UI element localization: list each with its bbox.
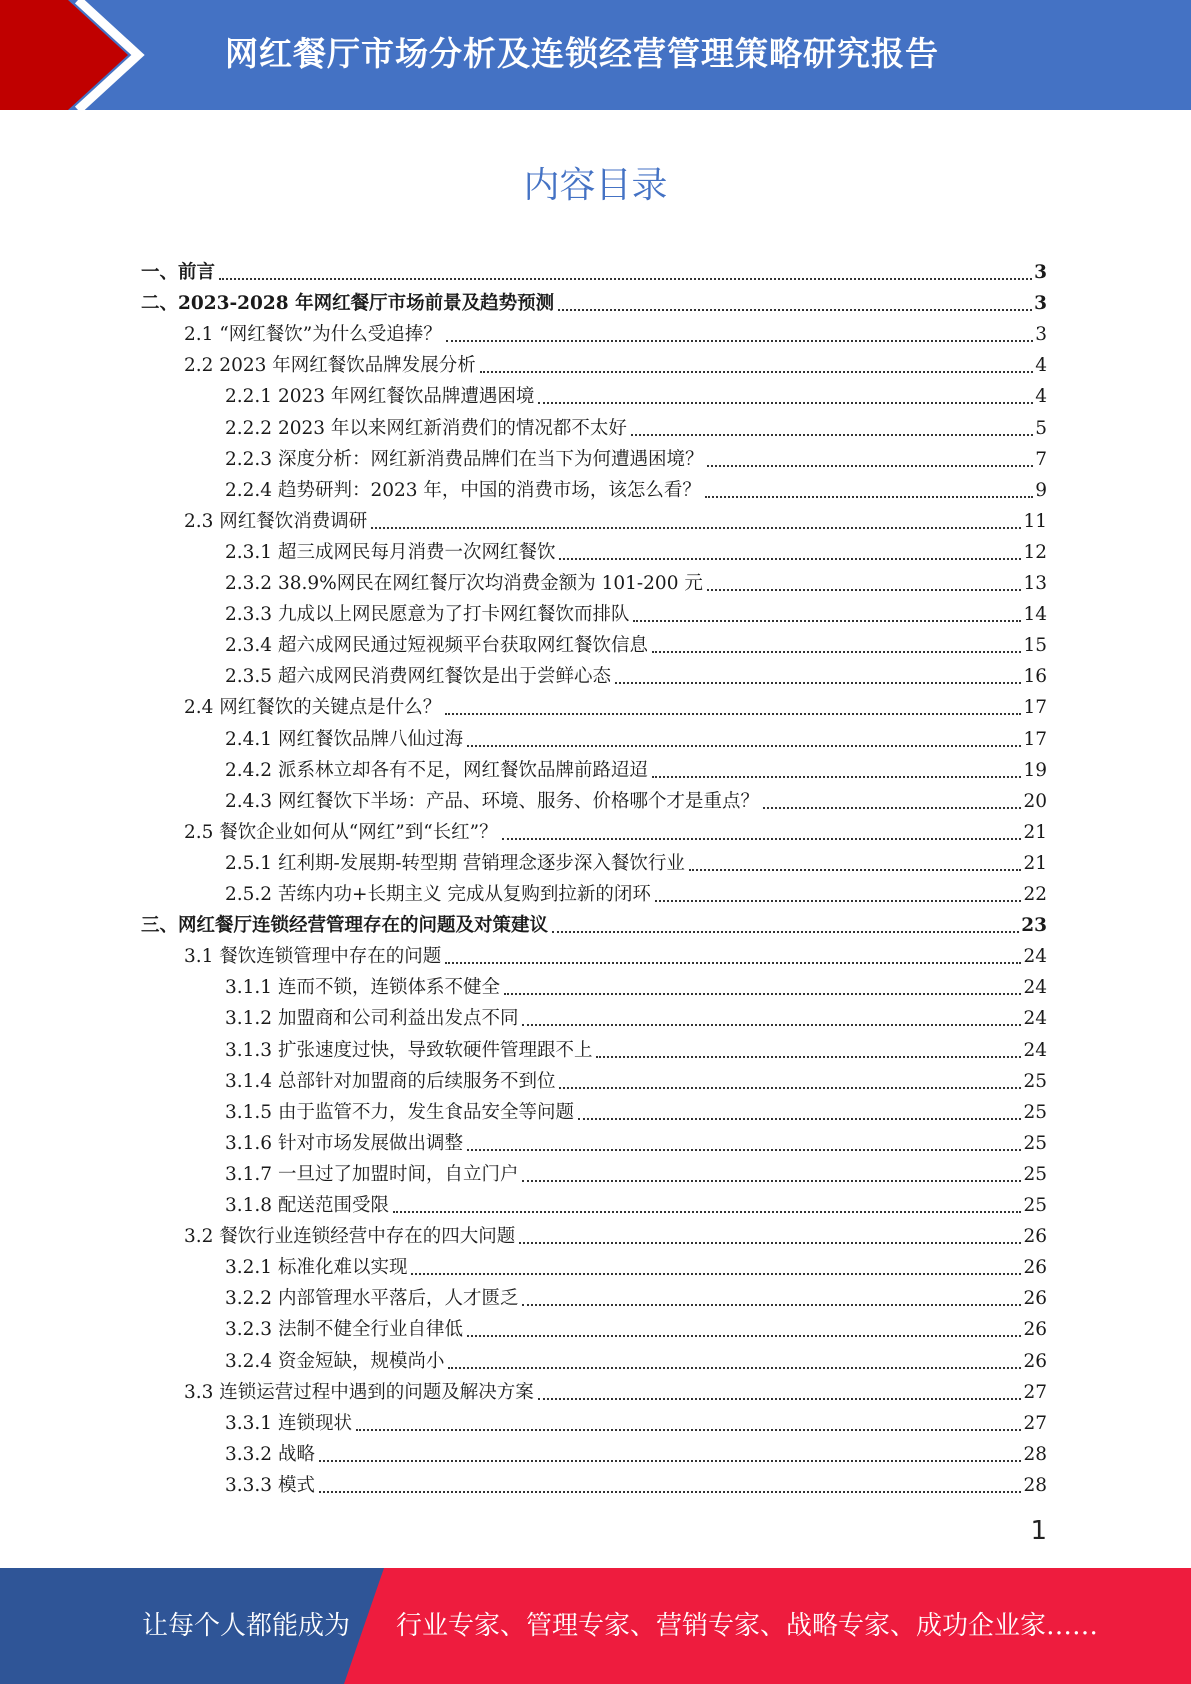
- toc-leader-dots: [448, 1366, 1021, 1369]
- toc-leader-dots: [763, 806, 1021, 809]
- toc-entry-label: 3.2.1 标准化难以实现: [225, 1257, 408, 1279]
- toc-leader-dots: [356, 1428, 1022, 1431]
- toc-entry-label: 3.2.2 内部管理水平落后，人才匮乏: [225, 1288, 519, 1310]
- toc-entry[interactable]: [225, 876, 1047, 907]
- toc-entry-label: 3.1.3 扩张速度过快，导致软硬件管理跟不上: [225, 1039, 593, 1061]
- toc-entry-label: 3.1.4 总部针对加盟商的后续服务不到位: [225, 1070, 556, 1092]
- toc-entry-page: 25: [1023, 1163, 1047, 1185]
- toc-leader-dots: [631, 433, 1033, 436]
- toc-entry[interactable]: [225, 1187, 1047, 1218]
- toc-entry-page: 25: [1023, 1195, 1047, 1216]
- toc-entry[interactable]: [141, 907, 1047, 938]
- toc-entry[interactable]: [184, 938, 1047, 969]
- toc-entry-label: 3.2 餐饮行业连锁经营中存在的四大问题: [184, 1226, 516, 1248]
- toc-entry[interactable]: [184, 1374, 1047, 1405]
- toc-entry[interactable]: [184, 689, 1047, 720]
- toc-entry-page: 5: [1035, 417, 1047, 439]
- toc-entry[interactable]: [184, 347, 1047, 378]
- toc-entry-page: 22: [1023, 884, 1047, 905]
- toc-entry-label: 3.1 餐饮连锁管理中存在的问题: [184, 946, 442, 968]
- toc-entry-page: 21: [1023, 821, 1047, 843]
- toc-entry-label: 2.4.1 网红餐饮品牌八仙过海: [225, 728, 463, 750]
- toc-entry-label: 2.1 “网红餐饮”为什么受追捧？: [184, 324, 442, 346]
- toc-entry-page: 13: [1023, 573, 1047, 594]
- toc-entry-page: 25: [1023, 1101, 1047, 1123]
- header-band: [0, 0, 1191, 110]
- toc-entry[interactable]: [225, 1249, 1047, 1280]
- toc-leader-dots: [522, 1303, 1021, 1306]
- toc-entry[interactable]: [225, 752, 1047, 783]
- toc-entry-page: 28: [1023, 1443, 1047, 1465]
- toc-leader-dots: [467, 1148, 1021, 1151]
- report-title: 网红餐厅市场分析及连锁经营管理策略研究报告: [225, 34, 939, 73]
- toc-entry[interactable]: [225, 1094, 1047, 1125]
- toc-leader-dots: [467, 744, 1021, 747]
- toc-leader-dots: [705, 495, 1033, 498]
- toc-entry-page: 17: [1023, 728, 1047, 750]
- toc-entry-label: 3.3.1 连锁现状: [225, 1412, 352, 1434]
- toc-entry-page: 27: [1023, 1381, 1047, 1403]
- toc-entry-label: 2.2.4 趋势研判：2023 年，中国的消费市场，该怎么看？: [225, 479, 701, 501]
- toc-leader-dots: [446, 339, 1034, 342]
- toc-entry-page: 23: [1021, 915, 1047, 937]
- toc-leader-dots: [707, 588, 1022, 591]
- toc-entry[interactable]: [225, 969, 1047, 1000]
- toc-entry-page: 24: [1023, 1008, 1047, 1030]
- toc-entry-label: 2.2 2023 年网红餐饮品牌发展分析: [184, 355, 476, 377]
- toc-leader-dots: [445, 961, 1021, 964]
- toc-leader-dots: [519, 1241, 1021, 1244]
- toc-leader-dots: [522, 1023, 1021, 1026]
- toc-entry[interactable]: [225, 627, 1047, 658]
- toc-entry-page: 24: [1023, 1039, 1047, 1061]
- footer-roles: 行业专家、管理专家、营销专家、战略专家、成功企业家……: [396, 1611, 1099, 1641]
- toc-leader-dots: [558, 308, 1032, 311]
- toc-entry-page: 20: [1023, 790, 1047, 812]
- toc-entry-page: 3: [1035, 324, 1047, 346]
- toc-entry-page: 24: [1023, 946, 1047, 968]
- toc-entry[interactable]: [225, 441, 1047, 472]
- toc-entry[interactable]: [225, 845, 1047, 876]
- toc-entry[interactable]: [225, 1063, 1047, 1094]
- toc-entry-page: 25: [1023, 1070, 1047, 1092]
- toc-leader-dots: [538, 1397, 1022, 1400]
- toc-entry[interactable]: [225, 721, 1047, 752]
- toc-entry-label: 2.3.1 超三成网民每月消费一次网红餐饮: [225, 541, 556, 563]
- toc-entry-label: 二、2023-2028 年网红餐厅市场前景及趋势预测: [141, 293, 555, 315]
- toc-entry-page: 4: [1035, 386, 1047, 408]
- toc-entry-page: 15: [1023, 635, 1047, 657]
- toc-entry[interactable]: [141, 254, 1047, 285]
- toc-entry[interactable]: [225, 1405, 1047, 1436]
- toc-entry[interactable]: [225, 565, 1047, 596]
- toc-entry-label: 3.2.4 资金短缺，规模尚小: [225, 1350, 445, 1372]
- toc-entry-label: 一、前言: [141, 262, 216, 283]
- toc-entry[interactable]: [225, 1032, 1047, 1063]
- toc-entry-page: 7: [1035, 448, 1047, 470]
- header-arrow-decoration: [0, 0, 150, 110]
- toc-leader-dots: [393, 1210, 1021, 1213]
- toc-entry[interactable]: [184, 316, 1047, 347]
- toc-entry-label: 2.4.2 派系林立却各有不足，网红餐饮品牌前路迢迢: [225, 759, 648, 781]
- toc-entry[interactable]: [225, 596, 1047, 627]
- toc-entry-page: 16: [1023, 666, 1047, 688]
- toc-entry[interactable]: [225, 534, 1047, 565]
- toc-leader-dots: [652, 650, 1021, 653]
- toc-entry[interactable]: [225, 1000, 1047, 1031]
- toc-entry-page: 21: [1023, 852, 1047, 874]
- toc-entry-page: 24: [1023, 977, 1047, 999]
- toc-entry-page: 14: [1023, 604, 1047, 626]
- toc-entry-label: 3.1.1 连而不锁，连锁体系不健全: [225, 977, 500, 999]
- toc-title: 内容目录: [523, 165, 668, 206]
- toc-entry[interactable]: [225, 378, 1047, 409]
- toc-entry-page: 4: [1035, 355, 1047, 377]
- toc-leader-dots: [559, 557, 1021, 560]
- toc-leader-dots: [655, 899, 1022, 902]
- footer-slogan: 让每个人都能成为: [142, 1611, 351, 1641]
- toc-entry-page: 11: [1023, 510, 1047, 532]
- toc-entry-label: 2.3.5 超六成网民消费网红餐饮是出于尝鲜心态: [225, 666, 611, 688]
- toc-entry-label: 2.4.3 网红餐饮下半场：产品、环境、服务、价格哪个才是重点？: [225, 790, 759, 812]
- toc-entry-label: 2.2.3 深度分析：网红新消费品牌们在当下为何遭遇困境？: [225, 448, 704, 470]
- toc-entry-label: 2.3 网红餐饮消费调研: [184, 510, 368, 532]
- toc-leader-dots: [689, 868, 1022, 871]
- toc-entry-label: 2.4 网红餐饮的关键点是什么？: [184, 697, 442, 719]
- toc-leader-dots: [411, 1272, 1021, 1275]
- toc-entry-page: 19: [1023, 759, 1047, 781]
- toc-entry[interactable]: [225, 1467, 1047, 1498]
- toc-entry-page: 17: [1023, 697, 1047, 719]
- toc-entry-label: 3.3.2 战略: [225, 1443, 315, 1465]
- toc-entry-label: 2.2.2 2023 年以来网红新消费们的情况都不太好: [225, 417, 627, 439]
- toc-leader-dots: [615, 681, 1021, 684]
- toc-entry-label: 3.3.3 模式: [225, 1474, 315, 1496]
- toc-entry-page: 27: [1023, 1412, 1047, 1434]
- page-number: 1: [1030, 1516, 1047, 1546]
- toc-entry-label: 3.1.8 配送范围受限: [225, 1195, 389, 1216]
- toc-entry-page: 3: [1034, 262, 1047, 283]
- toc-entry-label: 3.2.3 法制不健全行业自律低: [225, 1319, 463, 1341]
- toc-leader-dots: [596, 1055, 1021, 1058]
- toc-leader-dots: [633, 619, 1021, 622]
- toc-entry[interactable]: [225, 1311, 1047, 1342]
- toc-entry[interactable]: [225, 1343, 1047, 1374]
- toc-leader-dots: [707, 464, 1033, 467]
- toc-entry-page: 26: [1023, 1226, 1047, 1248]
- toc-leader-dots: [504, 992, 1021, 995]
- toc-entry-label: 三、网红餐厅连锁经营管理存在的问题及对策建议: [141, 915, 549, 937]
- toc-entry-page: 25: [1023, 1132, 1047, 1154]
- toc-entry-page: 26: [1023, 1288, 1047, 1310]
- toc-entry[interactable]: [184, 1218, 1047, 1249]
- toc-entry-page: 26: [1023, 1319, 1047, 1341]
- toc-leader-dots: [559, 1086, 1021, 1089]
- toc-entry[interactable]: [225, 783, 1047, 814]
- toc-leader-dots: [578, 1117, 1021, 1120]
- toc-entry-page: 9: [1035, 479, 1047, 501]
- toc-leader-dots: [652, 775, 1021, 778]
- toc-entry[interactable]: [184, 814, 1047, 845]
- toc-leader-dots: [480, 370, 1033, 373]
- toc-entry-label: 2.5.1 红利期-发展期-转型期 营销理念逐步深入餐饮行业: [225, 852, 685, 874]
- toc-entry[interactable]: [141, 285, 1047, 316]
- toc-entry[interactable]: [225, 658, 1047, 689]
- footer-band: [0, 1568, 1191, 1684]
- toc-leader-dots: [467, 1334, 1021, 1337]
- toc-entry[interactable]: [184, 503, 1047, 534]
- toc-leader-dots: [219, 277, 1032, 280]
- toc-leader-dots: [445, 712, 1021, 715]
- toc-entry-label: 2.3.3 九成以上网民愿意为了打卡网红餐饮而排队: [225, 604, 630, 626]
- toc-entry-label: 3.3 连锁运营过程中遇到的问题及解决方案: [184, 1381, 534, 1403]
- toc-entry[interactable]: [225, 472, 1047, 503]
- toc-leader-dots: [319, 1490, 1022, 1493]
- toc-entry-label: 2.3.2 38.9%网民在网红餐厅次均消费金额为 101-200 元: [225, 573, 703, 594]
- toc-entry-label: 3.1.2 加盟商和公司利益出发点不同: [225, 1008, 519, 1030]
- toc-leader-dots: [538, 401, 1033, 404]
- toc-entry-label: 2.5.2 苦练内功+长期主义 完成从复购到拉新的闭环: [225, 884, 651, 905]
- toc-entry-label: 3.1.7 一旦过了加盟时间，自立门户: [225, 1163, 519, 1185]
- toc-entry-label: 2.2.1 2023 年网红餐饮品牌遭遇困境: [225, 386, 535, 408]
- toc-entry[interactable]: [225, 1436, 1047, 1467]
- toc-entry-label: 2.3.4 超六成网民通过短视频平台获取网红餐饮信息: [225, 635, 648, 657]
- toc-entry-page: 26: [1023, 1350, 1047, 1372]
- toc-entry-page: 26: [1023, 1257, 1047, 1279]
- toc-leader-dots: [522, 1179, 1021, 1182]
- toc-entry-page: 28: [1023, 1474, 1047, 1496]
- toc-leader-dots: [502, 837, 1022, 840]
- toc-entry-label: 3.1.5 由于监管不力，发生食品安全等问题: [225, 1101, 574, 1123]
- toc-entry-label: 3.1.6 针对市场发展做出调整: [225, 1132, 463, 1154]
- toc-leader-dots: [552, 930, 1019, 933]
- toc-entry[interactable]: [225, 410, 1047, 441]
- toc-entry-page: 3: [1034, 293, 1047, 315]
- toc-entry[interactable]: [225, 1280, 1047, 1311]
- toc-entry[interactable]: [225, 1156, 1047, 1187]
- toc-leader-dots: [371, 526, 1021, 529]
- toc-leader-dots: [319, 1459, 1022, 1462]
- toc-entry[interactable]: [225, 1125, 1047, 1156]
- toc-entry-page: 12: [1023, 541, 1047, 563]
- toc-entry-label: 2.5 餐饮企业如何从“网红”到“长红”？: [184, 821, 498, 843]
